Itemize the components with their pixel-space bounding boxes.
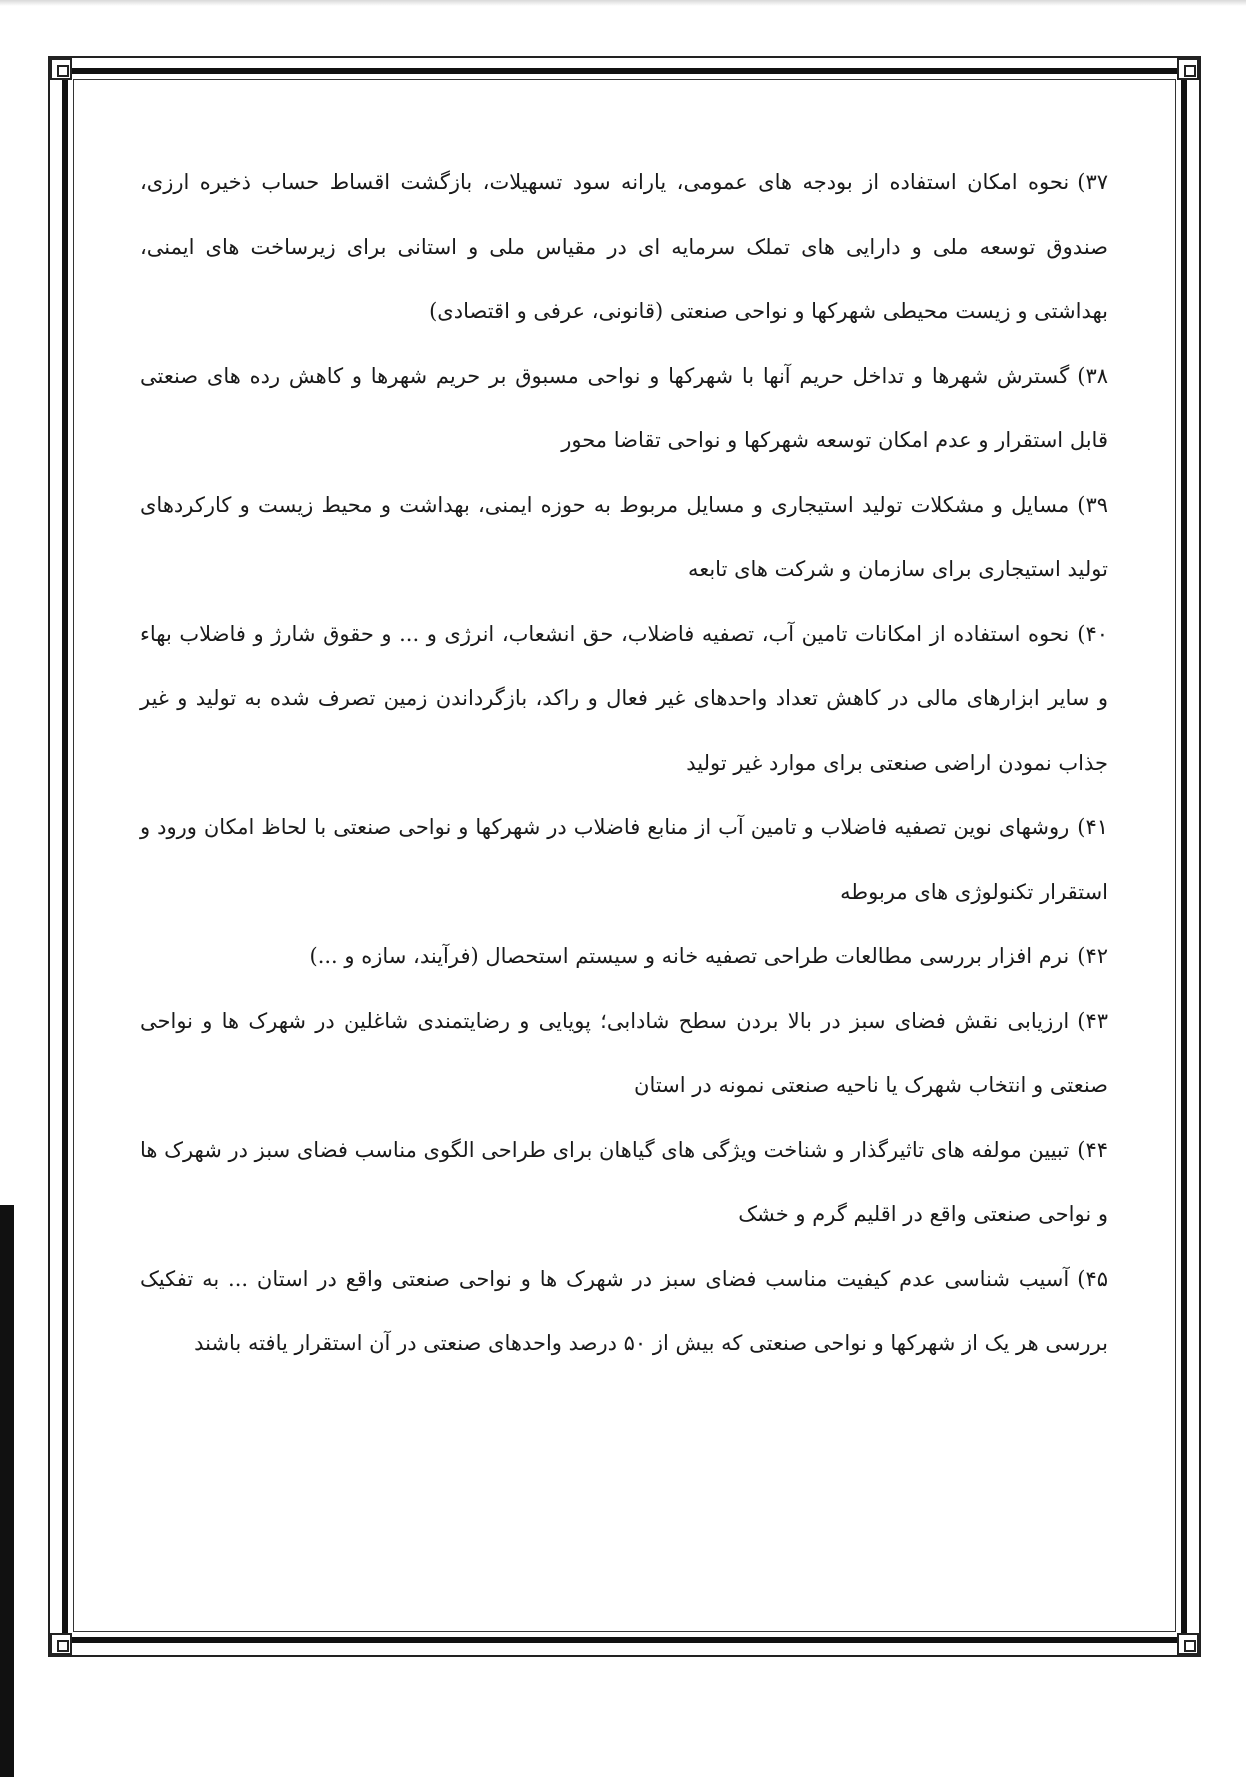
- item-number: ۴۰): [1077, 621, 1108, 646]
- list-item-38: [140, 344, 1108, 473]
- item-number: ۴۲): [1077, 944, 1108, 968]
- document-body: [140, 150, 1108, 1376]
- item-text: گسترش شهرها و تداخل حریم آنها با شهرکها و نواحی مسبوق بر حریم شهرها و کاهش رده های صنعتی قابل استقرار و عدم امکان توسعه شهرکها و نواحی تقاضا محور: [140, 363, 1108, 452]
- list-item-42: [140, 924, 1108, 989]
- list-item-37: [140, 150, 1108, 344]
- list-item-45: [140, 1247, 1108, 1376]
- item-number: ۴۵): [1077, 1266, 1108, 1291]
- list-item-39: [140, 473, 1108, 602]
- item-number: ۴۴): [1077, 1137, 1108, 1162]
- item-text: نحوه امکان استفاده از بودجه های عمومی، یارانه سود تسهیلات، بازگشت اقساط حساب ذخیره ارزی، صندوق توسعه ملی و دارایی های تملک سرمایه ای در مقیاس ملی و استانی برای زیرساخت های ایمنی، بهداشتی و زیست محیطی شهرکها و نواحی صنعتی (قانونی، عرفی و اقتصادی): [140, 170, 1108, 323]
- scan-shadow-strip: [0, 1205, 14, 1777]
- border-corner-ornament: [50, 1633, 72, 1655]
- item-text: تبیین مولفه های تاثیرگذار و شناخت ویژگی های گیاهان برای طراحی الگوی مناسب فضای سبز در شهرک ها و نواحی صنعتی واقع در اقلیم گرم و خشک: [140, 1137, 1108, 1226]
- item-text: مسایل و مشکلات تولید استیجاری و مسایل مربوط به حوزه ایمنی، بهداشت و محیط زیست و کارکردهای تولید استیجاری برای سازمان و شرکت های تابعه: [140, 492, 1108, 581]
- item-number: ۳۹): [1077, 492, 1108, 517]
- item-text: نرم افزار بررسی مطالعات طراحی تصفیه خانه و سیستم استحصال (فرآیند، سازه و ...): [309, 944, 1070, 968]
- item-text: روشهای نوین تصفیه فاضلاب و تامین آب از منابع فاضلاب در شهرکها و نواحی صنعتی با لحاظ امکان ورود و استقرار تکنولوژی های مربوطه: [140, 815, 1108, 904]
- item-number: ۳۷): [1077, 170, 1108, 194]
- item-number: ۴۳): [1077, 1008, 1108, 1033]
- item-text: آسیب شناسی عدم کیفیت مناسب فضای سبز در شهرک ها و نواحی صنعتی واقع در استان ... به تفکیک بررسی هر یک از شهرکها و نواحی صنعتی که بیش از ۵۰ درصد واحدهای صنعتی در آن استقرار یافته باشند: [140, 1266, 1108, 1355]
- item-text: ارزیابی نقش فضای سبز در بالا بردن سطح شادابی؛ پویایی و رضایتمندی شاغلین در شهرک ها و نواحی صنعتی و انتخاب شهرک یا ناحیه صنعتی نمونه در استان: [140, 1008, 1108, 1097]
- border-corner-ornament: [1177, 58, 1199, 80]
- list-item-43: [140, 989, 1108, 1118]
- list-item-41: [140, 795, 1108, 924]
- item-text: نحوه استفاده از امکانات تامین آب، تصفیه فاضلاب، حق انشعاب، انرژی و ... و حقوق شارژ و فاضلاب بهاء و سایر ابزارهای مالی در کاهش تعداد واحدهای غیر فعال و راکد، بازگرداندن زمین تصرف شده به تولید و غیر جذاب نمودن اراضی صنعتی برای موارد غیر تولید: [140, 621, 1108, 775]
- border-corner-ornament: [50, 58, 72, 80]
- list-item-40: [140, 602, 1108, 796]
- item-number: ۳۸): [1077, 363, 1108, 388]
- item-number: ۴۱): [1077, 815, 1108, 839]
- list-item-44: [140, 1118, 1108, 1247]
- border-corner-ornament: [1177, 1633, 1199, 1655]
- scan-edge: [0, 0, 1246, 6]
